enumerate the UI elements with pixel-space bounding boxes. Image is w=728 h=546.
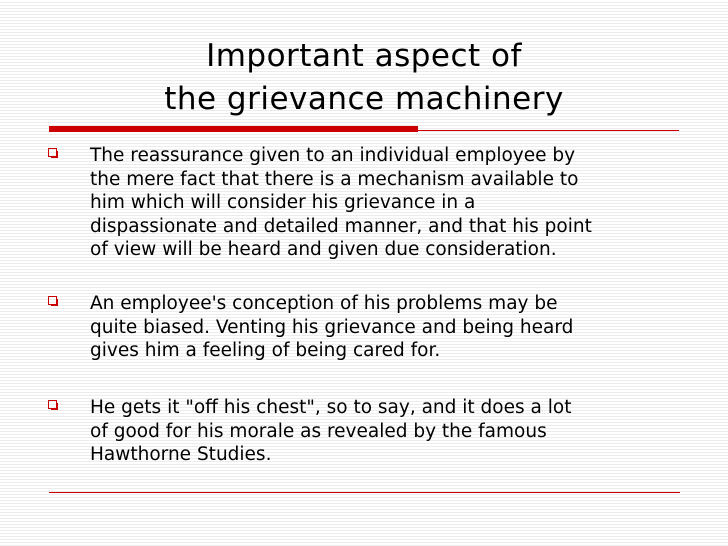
square-bullet-icon [48, 296, 57, 305]
bullet-text: He gets it "off his chest", so to say, and it does a lot of good for his morale as revealed by the famous Hawthorne Studies. [90, 397, 572, 466]
title-line-1: Important aspect of [206, 38, 522, 74]
footer-divider [49, 492, 680, 493]
square-bullet-icon [48, 148, 57, 157]
bullet-text: An employee's conception of his problems may be quite biased. Venting his grievance and being heard gives him a feeling of being cared for. [90, 293, 574, 362]
bullet-text: The reassurance given to an individual employee by the mere fact that there is a mechanism available to him which will consider his grievance in a dispassionate and detailed manner, and that his point of view will be heard and given due consideration. [90, 145, 592, 261]
square-bullet-icon [48, 400, 57, 409]
title-line-2: the grievance machinery [164, 81, 564, 117]
